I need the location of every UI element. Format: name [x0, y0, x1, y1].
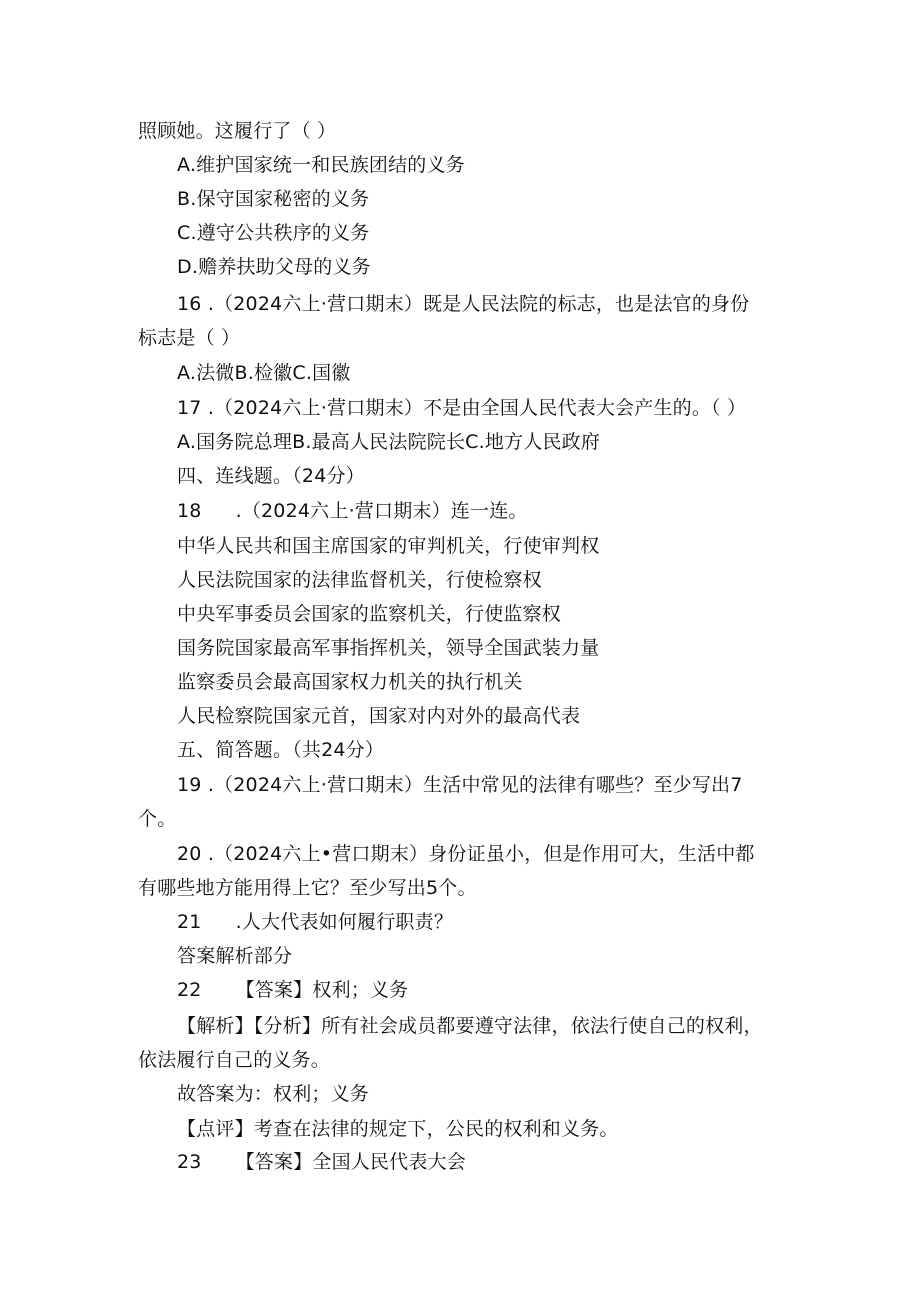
question-16-stem-continuation: 标志是（ ） — [138, 327, 241, 349]
matching-item-6: 人民检察院国家元首，国家对内对外的最高代表 — [177, 705, 581, 727]
answer-22-conclusion: 故答案为：权利；义务 — [177, 1083, 370, 1105]
section-4-heading: 四、连线题。（24分） — [177, 465, 365, 487]
question-21-number: 21 — [177, 911, 202, 933]
question-19-stem: 19 .（2024六上·营口期末）生活中常见的法律有哪些？至少写出7 — [177, 774, 743, 796]
matching-item-3: 中央军事委员会国家的监察机关，行使监察权 — [177, 603, 562, 625]
answer-22-analysis: 【解析】【分析】所有社会成员都要遵守法律，依法行使自己的权利， — [177, 1015, 763, 1037]
answer-22 — [177, 978, 408, 1002]
question-20-stem-continuation: 有哪些地方能用得上它？至少写出5个。 — [138, 877, 477, 899]
question-18-text: .（2024六上·营口期末）连一连。 — [235, 500, 528, 522]
question-21-stem — [177, 910, 453, 934]
answer-22-analysis-continuation: 依法履行自己的义务。 — [138, 1049, 331, 1071]
question-18-stem — [177, 499, 528, 523]
answer-23 — [177, 1150, 466, 1174]
question-16-options: A.法微B.检徽C.国徽 — [177, 362, 351, 384]
answer-22-number: 22 — [177, 979, 202, 1001]
question-18-number: 18 — [177, 500, 202, 522]
question-15-stem-continuation: 照顾她。这履行了（ ） — [138, 120, 337, 142]
question-15-option-b: B.保守国家秘密的义务 — [177, 188, 370, 210]
section-5-heading: 五、简答题。（共24分） — [177, 739, 385, 761]
question-17-options: A.国务院总理B.最高人民法院院长C.地方人民政府 — [177, 431, 601, 453]
question-15-option-a: A.维护国家统一和民族团结的义务 — [177, 154, 465, 176]
matching-item-2: 人民法院国家的法律监督机关，行使检察权 — [177, 569, 542, 591]
matching-item-5: 监察委员会最高国家权力机关的执行机关 — [177, 671, 523, 693]
answer-section-heading: 答案解析部分 — [177, 945, 293, 967]
answer-23-number: 23 — [177, 1151, 202, 1173]
question-15-option-d: D.赡养扶助父母的义务 — [177, 256, 371, 278]
question-20-stem: 20 .（2024六上•营口期末）身份证虽小，但是作用可大，生活中都 — [177, 843, 755, 865]
matching-item-4: 国务院国家最高军事指挥机关，领导全国武装力量 — [177, 637, 600, 659]
question-16-stem: 16 .（2024六上·营口期末）既是人民法院的标志，也是法官的身份 — [177, 293, 750, 315]
question-15-option-c: C.遵守公共秩序的义务 — [177, 222, 370, 244]
question-19-stem-continuation: 个。 — [138, 808, 177, 830]
answer-22-text: 【答案】权利；义务 — [235, 979, 409, 1001]
answer-23-text: 【答案】全国人民代表大会 — [235, 1151, 466, 1173]
answer-22-comment: 【点评】考查在法律的规定下，公民的权利和义务。 — [177, 1118, 619, 1140]
matching-item-1: 中华人民共和国主席国家的审判机关，行使审判权 — [177, 535, 600, 557]
question-21-text: .人大代表如何履行职责？ — [235, 911, 454, 933]
question-17-stem: 17 .（2024六上·营口期末）不是由全国人民代表大会产生的。（ ） — [177, 397, 747, 419]
